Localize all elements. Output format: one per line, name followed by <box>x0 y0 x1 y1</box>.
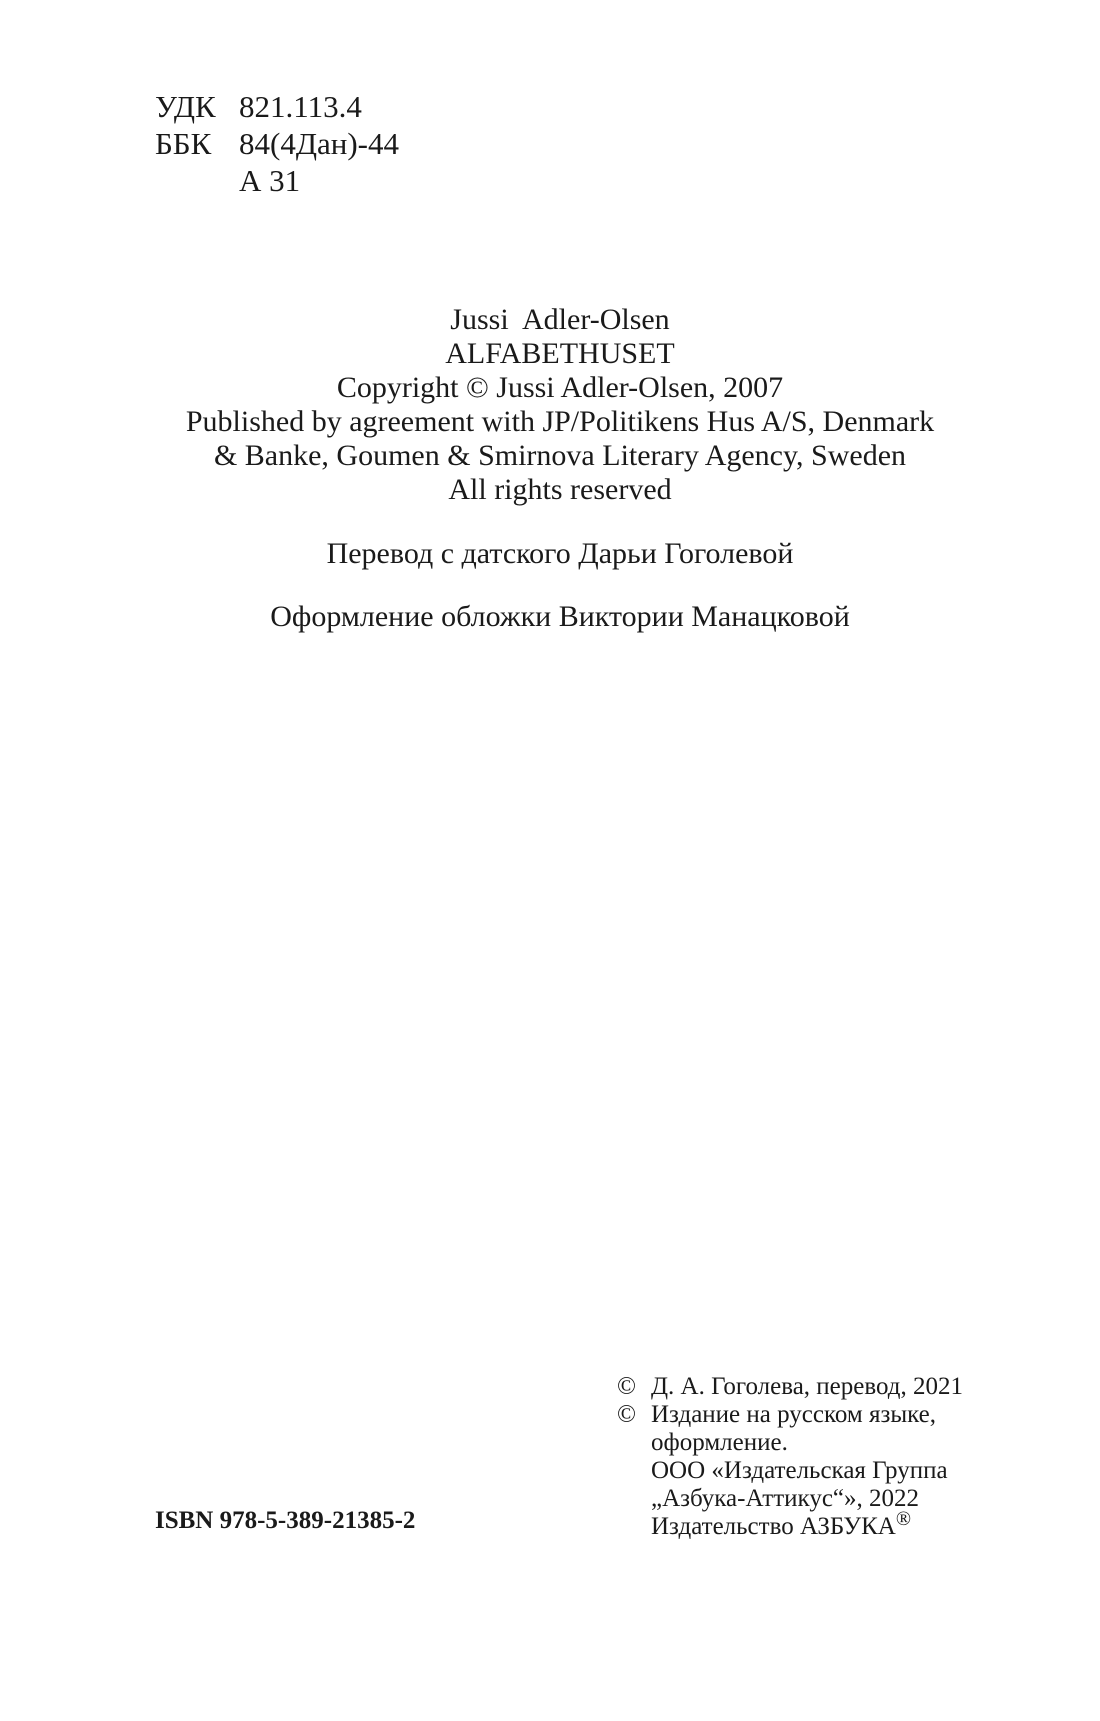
copyright-line: Copyright © Jussi Adler-Olsen, 2007 <box>336 371 784 404</box>
edition-line-3: ООО «Издательская Группа <box>651 1457 948 1484</box>
isbn: ISBN 978-5-389-21385-2 <box>155 1507 416 1534</box>
copyright-symbol: © <box>617 1401 636 1428</box>
rights-line: All rights reserved <box>448 473 672 506</box>
copyright-symbol: © <box>617 1373 636 1400</box>
published-line-1: Published by agreement with JP/Politikens Hus A/S, Denmark <box>185 405 935 438</box>
edition-line-2: оформление. <box>651 1429 788 1456</box>
publisher-name: Издательство АЗБУКА <box>651 1513 896 1540</box>
edition-line-5 <box>651 1508 963 1541</box>
copyright-notices <box>617 1373 963 1541</box>
author-mark: А 31 <box>239 163 301 198</box>
bbk-row <box>155 125 399 162</box>
registered-mark: ® <box>895 1508 912 1530</box>
translation-notice <box>617 1373 963 1401</box>
classification-codes <box>155 88 399 199</box>
cover-design-credit: Оформление обложки Виктории Манацковой <box>270 600 850 633</box>
edition-line-4: „Азбука-Аттикус“», 2022 <box>651 1485 920 1512</box>
udk-label: УДК <box>155 89 216 124</box>
udk-value: 821.113.4 <box>239 89 362 124</box>
edition-notice <box>617 1401 963 1541</box>
published-line-2: & Banke, Goumen & Smirnova Literary Agency, Sweden <box>213 439 907 472</box>
author-name: Jussi Adler-Olsen <box>450 303 670 336</box>
original-title: ALFABETHUSET <box>445 337 675 370</box>
bbk-label: ББК <box>155 126 212 161</box>
translation-credit: Перевод с датского Дарьи Гоголевой <box>326 537 794 570</box>
bbk-value: 84(4Дан)-44 <box>239 126 399 161</box>
edition-line-1: Издание на русском языке, <box>651 1401 936 1428</box>
translation-notice-text: Д. А. Гоголева, перевод, 2021 <box>651 1373 964 1400</box>
original-credits <box>0 303 1100 507</box>
udk-row <box>155 88 399 125</box>
